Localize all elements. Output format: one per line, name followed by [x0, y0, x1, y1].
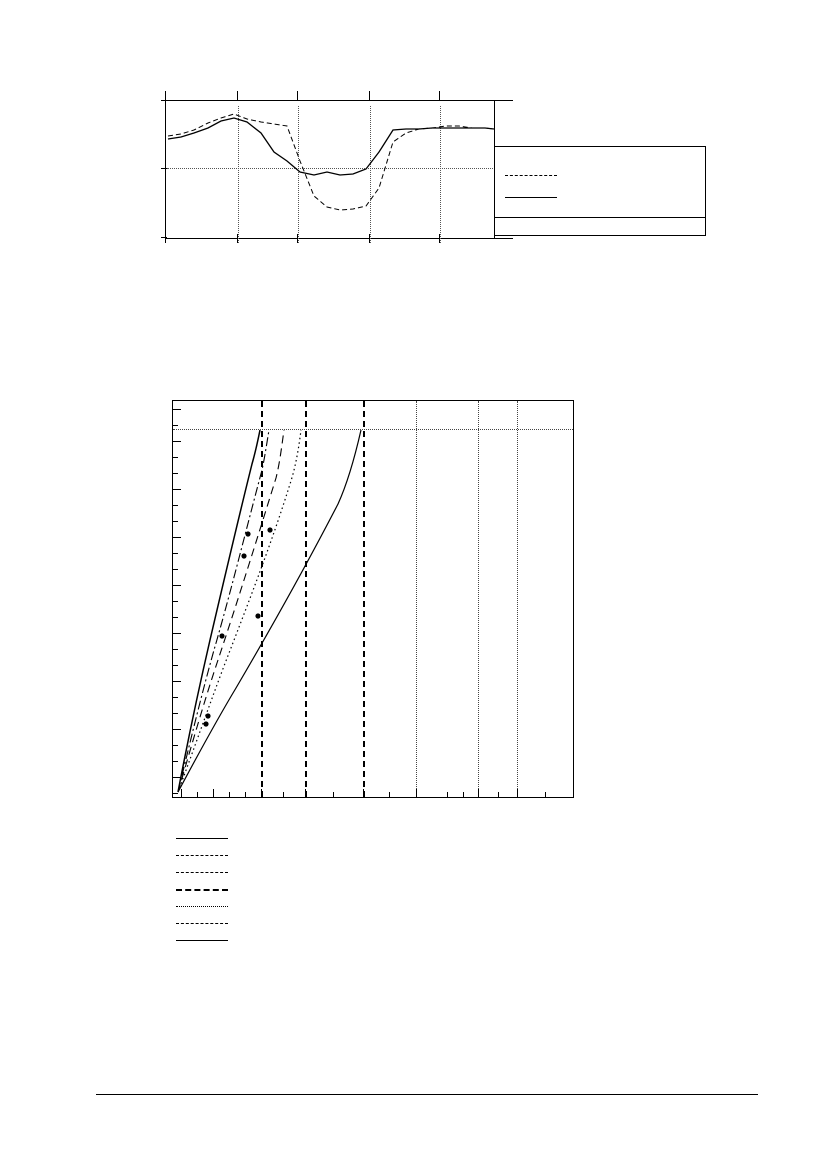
legend-swatch-longdash-icon — [176, 889, 228, 891]
fig2-data-marker — [203, 721, 208, 726]
fig1-xtick-top-1 — [237, 91, 238, 100]
fig2-data-marker — [205, 713, 210, 718]
legend-swatch-dashdot-icon — [176, 855, 228, 856]
legend-swatch-dashdot-icon — [176, 923, 228, 924]
fig1-solid-series — [168, 118, 494, 175]
figure-2-legend-item — [172, 898, 402, 914]
fig1-xtick-bot-0 — [165, 234, 166, 243]
legend-swatch-solid-icon — [176, 940, 228, 941]
fig2-data-marker — [267, 527, 272, 532]
figure-2-legend-item — [172, 847, 402, 863]
legend-swatch-solid-icon — [176, 838, 228, 839]
fig2-curve-3 — [178, 430, 284, 792]
figure-2-legend-item — [172, 915, 402, 931]
fig2-curve-2 — [178, 430, 269, 792]
fig2-curve-4 — [178, 430, 301, 792]
fig1-plot-area — [165, 100, 495, 238]
figure-2-legend-item — [172, 881, 402, 897]
fig2-series-layer — [172, 400, 574, 798]
fig1-xtick-top-4 — [439, 91, 440, 100]
fig2-curve-1 — [178, 430, 260, 792]
figure-2-legend-item — [172, 864, 402, 880]
legend-swatch-dotted-icon — [176, 906, 228, 907]
figure-2-legend — [172, 830, 402, 952]
figure-2-legend-item — [172, 830, 402, 846]
figure-1-legend — [494, 146, 706, 218]
figure-1-legend-extension — [494, 218, 706, 236]
fig1-xtick-bot-4 — [439, 234, 440, 243]
fig1-xtick-bot-3 — [369, 234, 370, 243]
fig1-xtick-bot-1 — [237, 234, 238, 243]
fig1-series-layer — [166, 100, 496, 238]
legend-swatch-dashdot-icon — [176, 872, 228, 873]
legend-swatch-dashed-icon — [505, 175, 557, 176]
fig1-xtick-top-2 — [297, 91, 298, 100]
figure-1-chart — [165, 95, 513, 243]
figure-2-chart — [168, 396, 574, 802]
figure-2-legend-item — [172, 932, 402, 948]
fig2-data-marker — [219, 633, 224, 638]
fig1-xtick-top-3 — [369, 91, 370, 100]
fig1-xtick-bot-2 — [297, 234, 298, 243]
fig2-data-marker — [241, 553, 246, 558]
fig2-data-marker — [255, 613, 260, 618]
legend-swatch-solid-icon — [505, 197, 557, 198]
fig1-bottom-axis — [165, 238, 513, 239]
fig2-curve-5 — [178, 430, 361, 792]
fig1-xtick-top-0 — [165, 91, 166, 100]
fig2-data-marker — [245, 531, 250, 536]
footer-divider — [96, 1094, 758, 1095]
